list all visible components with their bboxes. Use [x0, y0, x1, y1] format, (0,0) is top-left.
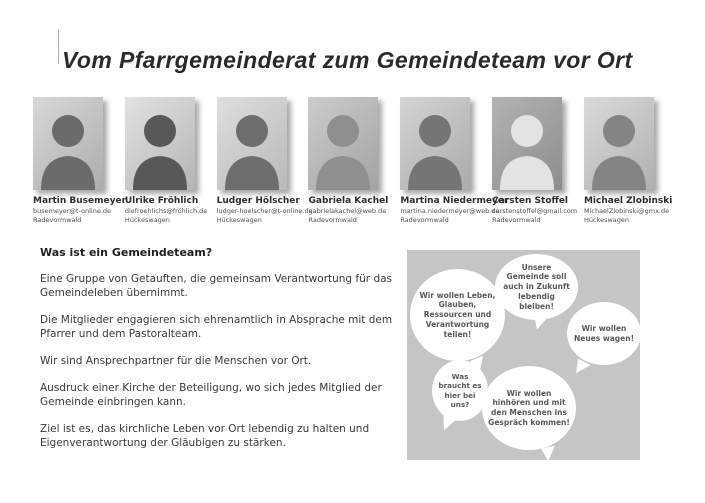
person-city: Hückeswagen — [124, 215, 170, 224]
person-silhouette-icon — [33, 97, 103, 190]
person-name: Ulrike Fröhlich — [124, 196, 199, 206]
person-card — [308, 97, 397, 224]
portrait-photo — [308, 97, 378, 190]
speech-bubble — [410, 269, 505, 361]
speech-bubble-text: Wir wollen Leben, Glauben, Ressourcen und Verantwortung teilen! — [419, 290, 496, 339]
body-paragraph: Wir sind Ansprechpartner für die Menschen vor Ort. — [40, 355, 312, 367]
person-city: Radevormwald — [33, 215, 82, 224]
person-silhouette-icon — [492, 97, 562, 190]
speech-bubble-tail — [541, 446, 557, 462]
portrait-photo — [492, 97, 562, 190]
speech-bubble-tail — [532, 315, 548, 331]
section-heading: Was ist ein Gemeindeteam? — [40, 246, 213, 259]
person-card — [400, 97, 509, 224]
speech-bubble — [482, 366, 576, 450]
person-name: Martin Busemeyer — [33, 196, 127, 206]
person-name: Michael Zlobinski — [583, 196, 673, 206]
person-city: Radevormwald — [400, 215, 449, 224]
person-silhouette-icon — [125, 97, 195, 190]
people-row — [33, 97, 673, 224]
person-name: Carsten Stoffel — [492, 196, 569, 206]
portrait-photo — [125, 97, 195, 190]
person-email: ludger-hoelscher@t-online.de — [216, 207, 313, 215]
person-card — [492, 97, 581, 224]
person-name: Martina Niedermeyer — [400, 196, 509, 206]
person-email: MichaelZlobinski@gmx.de — [583, 207, 670, 215]
speech-bubble — [432, 360, 488, 421]
person-card — [125, 97, 214, 224]
person-email: gabrielakachel@web.de — [308, 207, 387, 215]
person-email: diefroehlichs@fröhlich.de — [124, 207, 208, 215]
speech-bubble-tail — [572, 359, 591, 378]
speech-bubble — [495, 254, 578, 320]
portrait-photo — [584, 97, 654, 190]
speech-bubble-text: Unsere Gemeinde soll auch in Zukunft lebendig bleiben! — [503, 262, 570, 311]
speech-bubble-tail — [439, 415, 456, 432]
portrait-photo — [400, 97, 470, 190]
speech-bubble-text: Wir wollen Neues wagen! — [573, 323, 635, 343]
person-card — [33, 97, 127, 224]
person-silhouette-icon — [584, 97, 654, 190]
person-silhouette-icon — [400, 97, 470, 190]
person-name: Ludger Hölscher — [216, 196, 300, 206]
person-email: martina.niedermeyer@web.de — [400, 207, 500, 215]
person-email: busemeyer@t-online.de — [33, 207, 112, 215]
body-text-column — [40, 246, 402, 463]
speech-bubble-panel — [407, 250, 640, 460]
person-city: Hückeswagen — [583, 215, 630, 224]
person-card — [584, 97, 673, 224]
body-paragraph: Eine Gruppe von Getauften, die gemeinsam Verantwortung für das Gemeindeleben übernimmt. — [40, 273, 393, 299]
person-card — [216, 97, 313, 224]
person-email: carstenstoffel@gmail.com — [492, 207, 578, 215]
person-name: Gabriela Kachel — [308, 196, 389, 206]
portrait-photo — [33, 97, 103, 190]
person-city: Radevormwald — [308, 215, 357, 224]
speech-bubble-text: Wir wollen hinhören und mit den Menschen ins Gespräch kommen! — [488, 388, 570, 427]
person-silhouette-icon — [308, 97, 378, 190]
title-caret-line — [58, 30, 59, 64]
speech-bubble — [567, 302, 641, 365]
person-city: Radevormwald — [492, 215, 541, 224]
speech-bubble-text: Was braucht es hier bei uns? — [438, 371, 482, 409]
person-city: Hückeswagen — [216, 215, 262, 224]
body-paragraph: Die Mitglieder engagieren sich ehrenamtlich in Absprache mit dem Pfarrer und dem Pastoralteam. — [40, 314, 393, 340]
body-paragraph: Ausdruck einer Kirche der Beteiligung, wo sich jedes Mitglied der Gemeinde einbringen kann. — [40, 382, 382, 408]
body-paragraph: Ziel ist es, das kirchliche Leben vor Ort lebendig zu halten und Eigenverantwortung der Gläubigen zu stärken. — [40, 423, 370, 449]
person-silhouette-icon — [217, 97, 287, 190]
portrait-photo — [217, 97, 287, 190]
page-title: Vom Pfarrgemeinderat zum Gemeindeteam vor Ort — [62, 47, 633, 73]
